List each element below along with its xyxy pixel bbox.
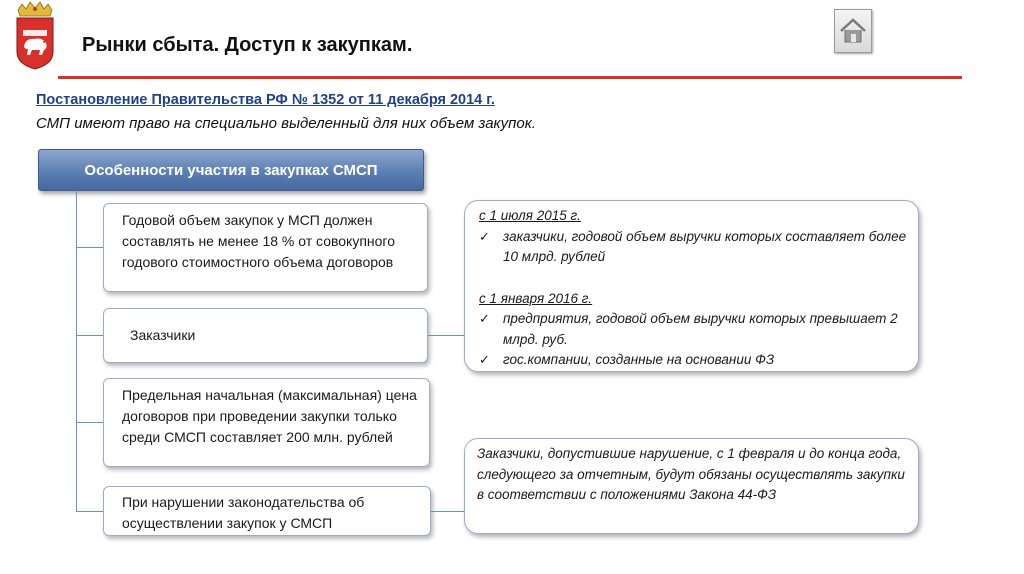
date-label: с 1 июля 2015 г. xyxy=(479,208,581,223)
customers-details xyxy=(464,200,919,372)
header-divider xyxy=(58,76,962,79)
violation-details: Заказчики, допустившие нарушение, с 1 февраля и до конца года, следующего за отчетным, будут обязаны осуществлять закупки в соответствии с положениями Закона 44-ФЗ xyxy=(464,438,919,534)
diagram-root: Особенности участия в закупках СМСП xyxy=(38,149,424,191)
customers-connector xyxy=(428,335,464,336)
checkmark-icon: ✓ xyxy=(479,311,490,326)
date-label: с 1 января 2016 г. xyxy=(479,290,593,306)
branch-line xyxy=(76,422,103,423)
list-item-text: гос.компании, созданные на основании ФЗ xyxy=(503,352,775,367)
branch-customers: Заказчики xyxy=(103,308,428,363)
checkmark-icon: ✓ xyxy=(479,352,490,367)
checkmark-icon: ✓ xyxy=(479,228,490,244)
coat-of-arms-icon xyxy=(12,0,58,70)
branch-line xyxy=(76,335,103,336)
list-item-text: заказчики, годовой объем выручки которых составляет более 10 млрд. рублей xyxy=(503,228,907,264)
branch-violation: При нарушении законодательства об осуществлении закупок у СМСП xyxy=(103,486,431,536)
branch-max-price: Предельная начальная (максимальная) цена договоров при проведении закупки только среди СМСП составляет 200 млн. рублей xyxy=(103,378,430,467)
list-item xyxy=(479,350,908,371)
page-title: Рынки сбыта. Доступ к закупкам. xyxy=(82,34,413,56)
tree-trunk-line xyxy=(76,190,77,512)
branch-line xyxy=(76,511,103,512)
list-item xyxy=(479,227,908,268)
home-button[interactable] xyxy=(834,9,872,53)
branch-annual-volume: Годовой объем закупок у МСП должен составлять не менее 18 % от совокупного годового стоимостного объема договоров xyxy=(103,203,428,292)
decree-link[interactable]: Постановление Правительства РФ № 1352 от 11 декабря 2014 г. xyxy=(36,92,495,108)
decree-description: СМП имеют право на специально выделенный для них объем закупок. xyxy=(36,115,536,132)
violation-connector xyxy=(431,511,464,512)
list-item-text: предприятия, годовой объем выручки которых превышает 2 млрд. руб. xyxy=(503,311,898,347)
list-item xyxy=(479,309,908,350)
branch-line xyxy=(76,247,103,248)
home-icon xyxy=(839,18,867,44)
